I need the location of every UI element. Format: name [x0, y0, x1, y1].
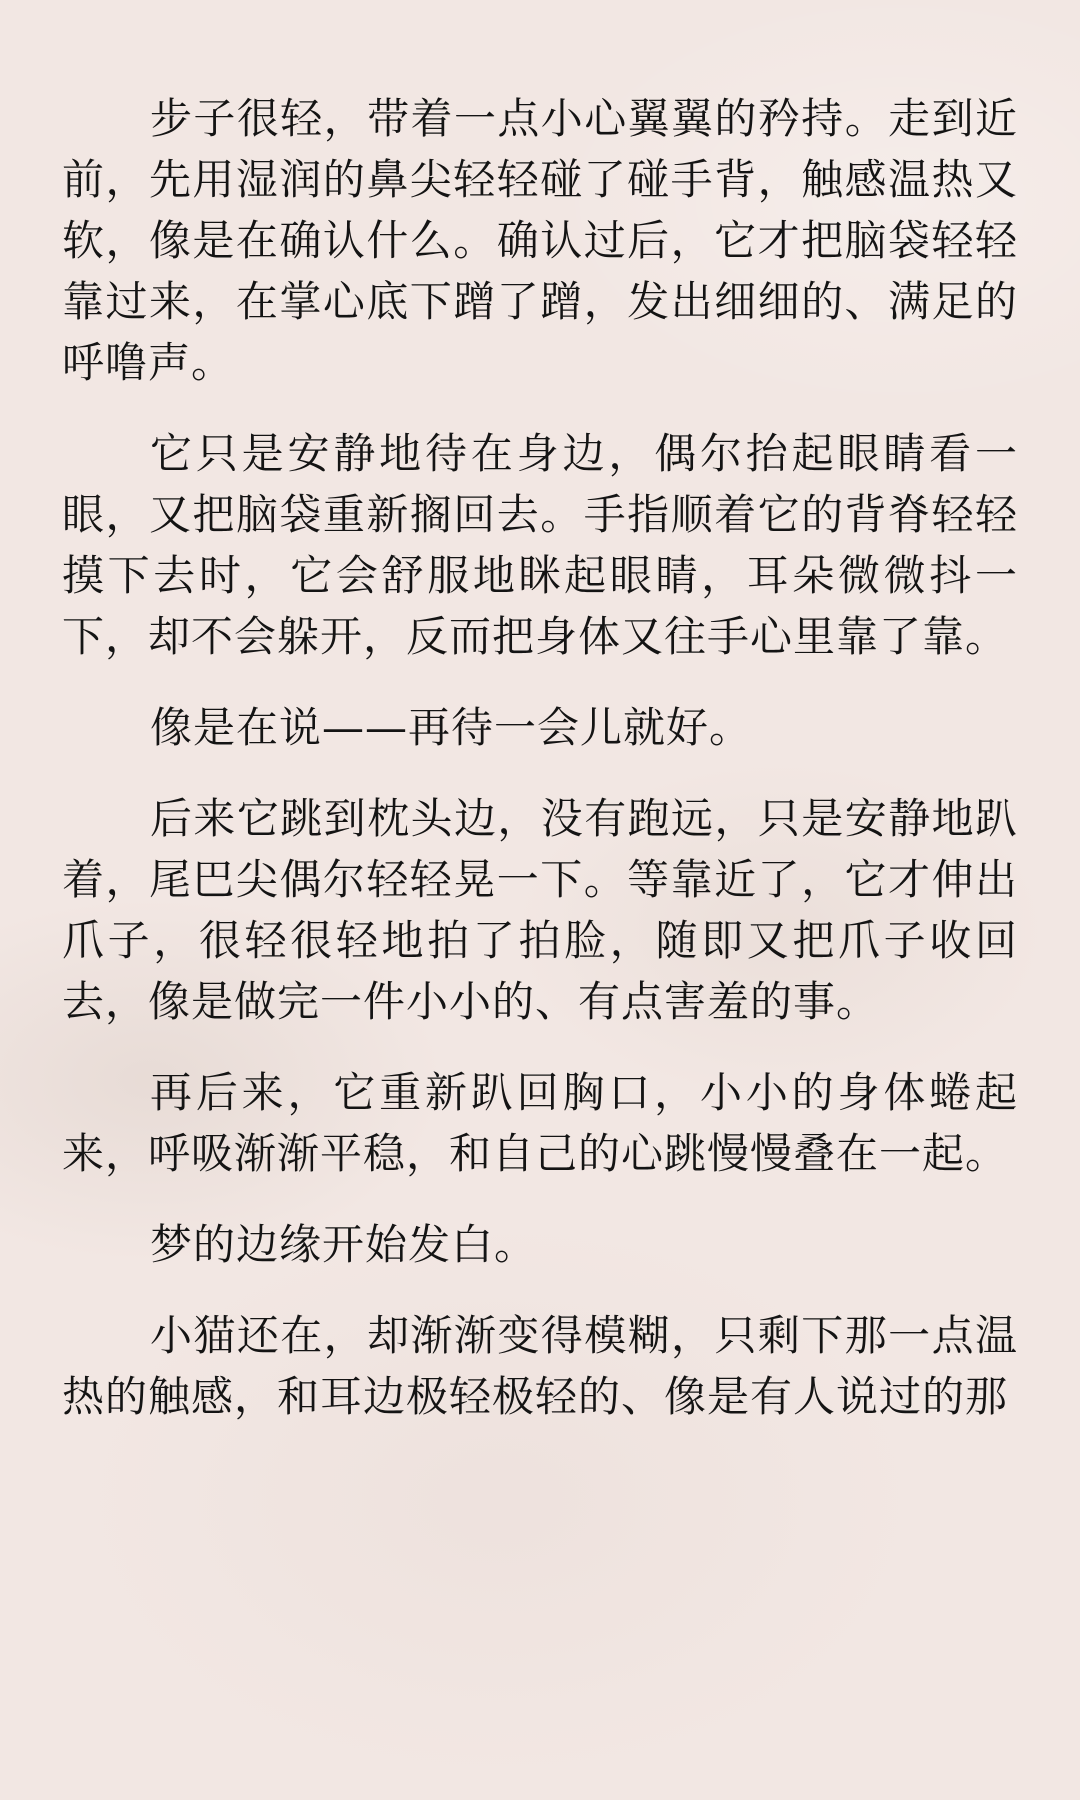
paragraph-2: 它只是安静地待在身边，偶尔抬起眼睛看一眼，又把脑袋重新搁回去。手指顺着它的背脊轻轻摸下去时，它会舒服地眯起眼睛，耳朵微微抖一下，却不会躲开，反而把身体又往手心里靠了靠。	[62, 429, 1018, 661]
paragraph-4: 后来它跳到枕头边，没有跑远，只是安静地趴着，尾巴尖偶尔轻轻晃一下。等靠近了，它才伸出爪子，很轻很轻地拍了拍脸，随即又把爪子收回去，像是做完一件小小的、有点害羞的事。	[62, 794, 1018, 1026]
paragraph-6: 梦的边缘开始发白。	[150, 1220, 538, 1269]
paragraph-1: 步子很轻，带着一点小心翼翼的矜持。走到近前，先用湿润的鼻尖轻轻碰了碰手背，触感温热又软，像是在确认什么。确认过后，它才把脑袋轻轻靠过来，在掌心底下蹭了蹭，发出细细的、满足的呼噜声。	[62, 94, 1018, 387]
paragraph-7: 小猫还在，却渐渐变得模糊，只剩下那一点温热的触感，和耳边极轻极轻的、像是有人说过的那	[62, 1311, 1018, 1421]
article-body	[62, 88, 1018, 1457]
paragraph-5: 再后来，它重新趴回胸口，小小的身体蜷起来，呼吸渐渐平稳，和自己的心跳慢慢叠在一起。	[62, 1068, 1018, 1178]
paragraph-3: 像是在说——再待一会儿就好。	[150, 703, 753, 752]
